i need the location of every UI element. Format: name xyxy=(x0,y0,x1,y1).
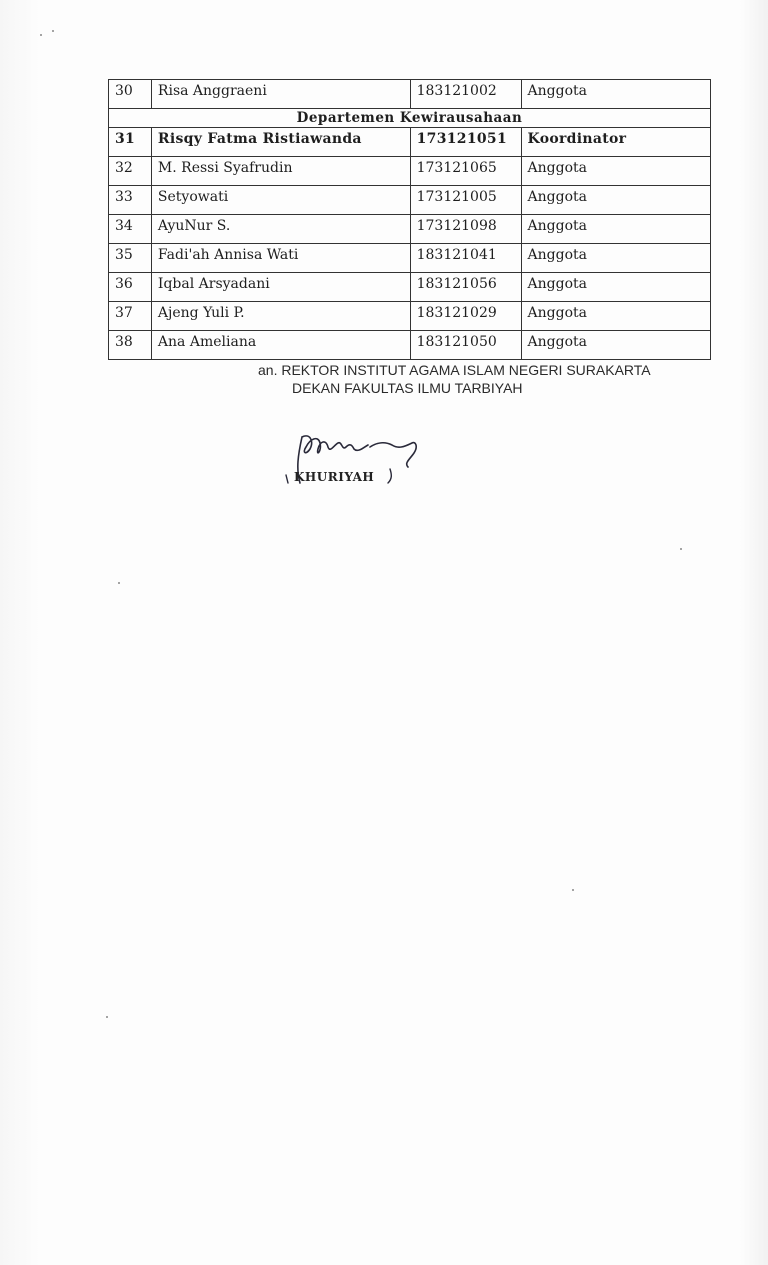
scan-speck xyxy=(106,1016,108,1018)
coordinator-row xyxy=(109,128,711,157)
member-name: Fadi'ah Annisa Wati xyxy=(151,244,410,273)
member-name: Ajeng Yuli P. xyxy=(151,302,410,331)
member-name: M. Ressi Syafrudin xyxy=(151,157,410,186)
member-role: Anggota xyxy=(521,157,710,186)
member-role: Anggota xyxy=(521,186,710,215)
member-role: Anggota xyxy=(521,331,710,360)
scan-speck xyxy=(680,548,682,550)
member-role: Anggota xyxy=(521,215,710,244)
scan-speck xyxy=(118,582,120,584)
dean-line: DEKAN FAKULTAS ILMU TARBIYAH xyxy=(292,380,523,396)
row-number: 38 xyxy=(109,331,152,360)
row-number: 35 xyxy=(109,244,152,273)
member-name: Risa Anggraeni xyxy=(151,80,410,109)
member-name: AyuNur S. xyxy=(151,215,410,244)
member-nim: 183121050 xyxy=(410,331,521,360)
row-number: 33 xyxy=(109,186,152,215)
member-role: Anggota xyxy=(521,244,710,273)
table-row xyxy=(109,244,711,273)
coordinator-name: Risqy Fatma Ristiawanda xyxy=(151,128,410,157)
member-nim: 173121065 xyxy=(410,157,521,186)
row-number: 30 xyxy=(109,80,152,109)
table-row xyxy=(109,80,711,109)
row-number: 32 xyxy=(109,157,152,186)
scan-speck xyxy=(40,34,42,36)
member-nim: 183121002 xyxy=(410,80,521,109)
member-role: Anggota xyxy=(521,80,710,109)
department-title: Departemen Kewirausahaan xyxy=(109,109,711,128)
table-row xyxy=(109,331,711,360)
row-number: 37 xyxy=(109,302,152,331)
department-header-row xyxy=(109,109,711,128)
scan-speck xyxy=(572,889,574,891)
table-row xyxy=(109,186,711,215)
table-row xyxy=(109,157,711,186)
row-number: 31 xyxy=(109,128,152,157)
signature-block xyxy=(258,361,651,397)
coordinator-role: Koordinator xyxy=(521,128,710,157)
table-row xyxy=(109,273,711,302)
member-nim: 183121029 xyxy=(410,302,521,331)
member-role: Anggota xyxy=(521,273,710,302)
member-nim: 173121005 xyxy=(410,186,521,215)
row-number: 34 xyxy=(109,215,152,244)
table-row xyxy=(109,302,711,331)
signer-name: KHURIYAH xyxy=(294,470,375,484)
member-nim: 173121098 xyxy=(410,215,521,244)
member-name: Setyowati xyxy=(151,186,410,215)
member-name: Ana Ameliana xyxy=(151,331,410,360)
table-row xyxy=(109,215,711,244)
coordinator-nim: 173121051 xyxy=(410,128,521,157)
member-name: Iqbal Arsyadani xyxy=(151,273,410,302)
scan-speck xyxy=(52,30,54,32)
rector-line: an. REKTOR INSTITUT AGAMA ISLAM NEGERI SURAKARTA xyxy=(258,362,651,378)
row-number: 36 xyxy=(109,273,152,302)
member-nim: 183121041 xyxy=(410,244,521,273)
handwritten-signature xyxy=(280,425,430,495)
member-role: Anggota xyxy=(521,302,710,331)
member-nim: 183121056 xyxy=(410,273,521,302)
member-table xyxy=(108,79,711,360)
